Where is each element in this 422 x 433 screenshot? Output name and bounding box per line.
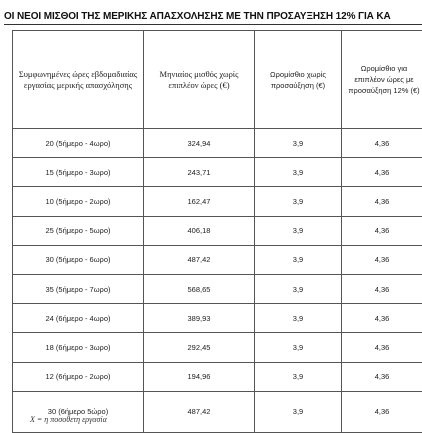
table-row <box>13 129 422 158</box>
cell-monthly-salary: 194,96 <box>144 362 255 391</box>
cell-hourly-no-increase: 3,9 <box>255 245 342 274</box>
footnote: X = η ποσοθετη εργασία <box>30 415 107 424</box>
cell-hourly-with-increase: 4,36 <box>342 216 422 245</box>
cell-monthly-salary: 487,42 <box>144 245 255 274</box>
cell-monthly-salary: 487,42 <box>144 391 255 432</box>
header-hourly-no-increase: Ωρομίσθιο χωρίς προσαύξηση (€) <box>255 31 342 129</box>
cell-hourly-with-increase: 4,36 <box>342 391 422 432</box>
cell-monthly-salary: 406,18 <box>144 216 255 245</box>
cell-hourly-no-increase: 3,9 <box>255 333 342 362</box>
table-header-row <box>13 31 422 129</box>
cell-hourly-no-increase: 3,9 <box>255 391 342 432</box>
document-title: ΟΙ ΝΕΟΙ ΜΙΣΘΟΙ ΤΗΣ ΜΕΡΙΚΗΣ ΑΠΑΣΧΟΛΗΣΗΣ ΜΕ ΤΗΝ ΠΡΟΣΑΥΞΗΣΗ 12% ΓΙΑ ΚΑ <box>4 11 391 22</box>
cell-agreed-hours: 10 (5ήμερο - 2ωρο) <box>13 187 144 216</box>
cell-hourly-with-increase: 4,36 <box>342 158 422 187</box>
cell-hourly-with-increase: 4,36 <box>342 304 422 333</box>
cell-hourly-with-increase: 4,36 <box>342 274 422 303</box>
cell-monthly-salary: 292,45 <box>144 333 255 362</box>
cell-hourly-no-increase: 3,9 <box>255 304 342 333</box>
cell-hourly-with-increase: 4,36 <box>342 129 422 158</box>
cell-monthly-salary: 568,65 <box>144 274 255 303</box>
cell-hourly-no-increase: 3,9 <box>255 362 342 391</box>
cell-monthly-salary: 243,71 <box>144 158 255 187</box>
table-row <box>13 274 422 303</box>
table-row <box>13 158 422 187</box>
cell-agreed-hours: 15 (5ήμερο - 3ωρο) <box>13 158 144 187</box>
header-monthly-salary: Μηνιαίος μισθός χωρίς επιπλέον ώρες (€) <box>144 31 255 129</box>
cell-hourly-no-increase: 3,9 <box>255 158 342 187</box>
cell-agreed-hours: 30 (6ήμερο 5ώρο) <box>13 391 144 432</box>
table-row <box>13 187 422 216</box>
cell-hourly-no-increase: 3,9 <box>255 274 342 303</box>
cell-agreed-hours: 24 (6ήμερο - 4ωρο) <box>13 304 144 333</box>
cell-hourly-with-increase: 4,36 <box>342 362 422 391</box>
cell-monthly-salary: 162,47 <box>144 187 255 216</box>
cell-agreed-hours: 18 (6ήμερο - 3ωρο) <box>13 333 144 362</box>
table-row <box>13 333 422 362</box>
table-row <box>13 216 422 245</box>
salary-table <box>12 30 422 433</box>
cell-hourly-no-increase: 3,9 <box>255 129 342 158</box>
cell-monthly-salary: 324,94 <box>144 129 255 158</box>
cell-agreed-hours: 30 (5ήμερο - 6ωρο) <box>13 245 144 274</box>
title-underline <box>4 24 422 25</box>
cell-hourly-no-increase: 3,9 <box>255 187 342 216</box>
cell-monthly-salary: 389,93 <box>144 304 255 333</box>
header-hourly-with-increase: Ωρομίσθιο για επιπλέον ώρες με προσαύξηση 12% (€) <box>342 31 422 129</box>
table-row <box>13 304 422 333</box>
cell-hourly-with-increase: 4,36 <box>342 333 422 362</box>
cell-hourly-with-increase: 4,36 <box>342 245 422 274</box>
cell-hourly-no-increase: 3,9 <box>255 216 342 245</box>
cell-agreed-hours: 12 (6ήμερο - 2ωρο) <box>13 362 144 391</box>
cell-agreed-hours: 25 (5ήμερο - 5ωρο) <box>13 216 144 245</box>
cell-agreed-hours: 35 (5ήμερο - 7ωρο) <box>13 274 144 303</box>
table-row <box>13 362 422 391</box>
table-row <box>13 391 422 432</box>
header-agreed-hours: Συμφωνημένες ώρες εβδομαδιαίας εργασίας μερικής απασχόλησης <box>13 31 144 129</box>
table-row <box>13 245 422 274</box>
cell-hourly-with-increase: 4,36 <box>342 187 422 216</box>
cell-agreed-hours: 20 (5ήμερο - 4ωρο) <box>13 129 144 158</box>
